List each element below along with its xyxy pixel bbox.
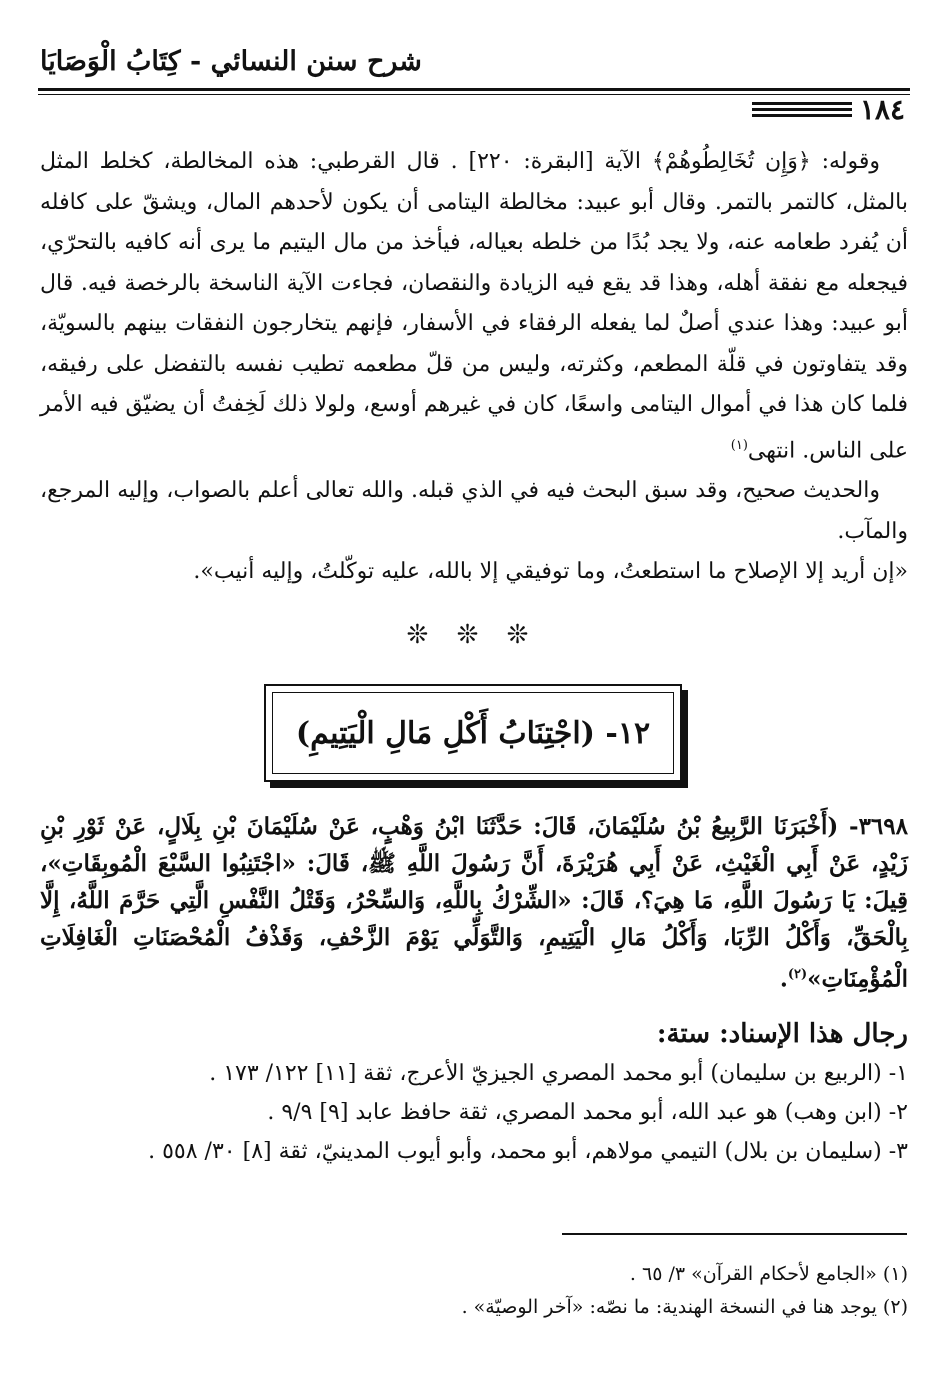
narrators-heading: رجال هذا الإسناد: ستة: — [656, 1019, 908, 1049]
page-number: ١٨٤ — [859, 92, 905, 126]
footnotes — [40, 1258, 908, 1324]
footnote-1: (١) «الجامع لأحكام القرآن» ٣/ ٦٥ . — [629, 1263, 908, 1285]
chapter-title-box — [264, 684, 682, 782]
running-title: شرح سنن النسائي - كِتَابُ الْوَصَايَا — [40, 46, 422, 77]
page-number-ornament — [752, 102, 852, 117]
commentary-paragraph-2 — [40, 471, 908, 552]
narrator-3: ٣- (سليمان بن بلال) التيمي مولاهم، أبو محمد، وأبو أيوب المدينيّ، ثقة [٨] ٣٠/ ٥٥٨ . — [148, 1139, 908, 1164]
narrator-2: ٢- (ابن وهب) هو عبد الله، أبو محمد المصري، ثقة حافظ عابد [٩] ٩/٩ . — [267, 1100, 908, 1125]
footnote-ref-1: (١) — [730, 437, 748, 453]
narrator-1: ١- (الربيع بن سليمان) أبو محمد المصري الجيزيّ الأعرج، ثقة [١١] ١٢٢/ ١٧٣ . — [209, 1061, 908, 1086]
commentary-paragraph-1 — [40, 142, 908, 471]
hadith-text: ٣٦٩٨- (أَخْبَرَنَا الرَّبِيعُ بْنُ سُلَيْمَانَ، قَالَ: حَدَّثَنَا ابْنُ وَهْبٍ، عَنْ سُلَيْمَانَ بْنِ بِلَالٍ، عَنْ ثَوْرِ بْنِ زَيْدٍ، عَنْ أَبِي الْغَيْثِ، عَنْ أَبِي هُرَيْرَةَ، أَنَّ رَسُولَ اللَّهِ ﷺ، قَالَ: «اجْتَنِبُوا السَّبْعَ الْمُوبِقَاتِ»، قِيلَ: يَا رَسُولَ اللَّهِ، مَا هِيَ؟، قَالَ: «الشِّرْكُ بِاللَّهِ، وَالسِّحْرُ، وَقَتْلُ النَّفْسِ الَّتِي حَرَّمَ اللَّهُ، إِلَّا بِالْحَقِّ، وَأَكْلُ الرِّبَا، وَأَكْلُ مَالِ الْيَتِيمِ، وَالتَّوَلِّي يَوْمَ الزَّحْفِ، وَقَذْفُ الْمُحْصَنَاتِ الْغَافِلَاتِ الْمُؤْمِنَاتِ»$^{(٢)}$. — [40, 813, 908, 993]
footnote-rule — [562, 1233, 907, 1235]
hadith-body: ٣٦٩٨- (أَخْبَرَنَا الرَّبِيعُ بْنُ سُلَيْمَانَ، قَالَ: حَدَّثَنَا ابْنُ وَهْبٍ، عَنْ سُلَيْمَانَ بْنِ بِلَالٍ، عَنْ ثَوْرِ بْنِ زَيْدٍ، عَنْ أَبِي الْغَيْثِ، عَنْ أَبِي هُرَيْرَةَ، أَنَّ رَسُولَ اللَّهِ ﷺ، قَالَ: «اجْتَنِبُوا السَّبْعَ الْمُوبِقَاتِ»، قِيلَ: يَا رَسُولَ اللَّهِ، مَا هِيَ؟، قَالَ: «الشِّرْكُ بِاللَّهِ، وَالسِّحْرُ، وَقَتْلُ النَّفْسِ الَّتِي حَرَّمَ اللَّهُ، إِلَّا بِالْحَقِّ، وَأَكْلُ الرِّبَا، وَأَكْلُ مَالِ الْيَتِيمِ، وَالتَّوَلِّي يَوْمَ الزَّحْفِ، وَقَذْفُ الْمُحْصَنَاتِ الْغَافِلَاتِ الْمُؤْمِنَاتِ» — [40, 813, 908, 993]
hadith-block — [40, 808, 908, 998]
commentary-text-1: وقوله: ﴿وَإِن تُخَالِطُوهُمْ﴾ الآية [البقرة: ٢٢٠] . قال القرطبي: هذه المخالطة، كخلط المثل بالمثل، كالتمر بالتمر. وقال أبو عبيد: مخالطة اليتامى أن يكون لأحدهم المال، ويشقّ على كافله أن يُفرد طعامه عنه، ولا يجد بُدًا من خلطه بعياله، فيأخذ من مال اليتيم ما يرى أنه كافيه بالتحرّي، فيجعله مع نفقة أهله، وهذا قد يقع فيه الزيادة والنقصان، فجاءت الآية الناسخة بالرخصة فيه. قال أبو عبيد: وهذا عندي أصلٌ لما يفعله الرفقاء في الأسفار، فإنهم يتخارجون النفقات بينهم بالسويّة، وقد يتفاوتون في قلّة المطعم، وكثرته، وليس من قلّ مطعمه تطيب نفسه بالتفضل على رفيقه، فلما كان هذا في أموال اليتامى واسعًا، كان في غيرهم أوسع، ولولا ذلك لَخِفتُ أن يضيّق فيه الأمر على الناس. انتهى — [39, 149, 908, 463]
closing-supplication — [40, 552, 908, 593]
footnote-2: (٢) يوجد هنا في النسخة الهندية: ما نصّه: «آخر الوصيّة» . — [461, 1296, 908, 1318]
section-separator: ❊ ❊ ❊ — [406, 620, 539, 650]
chapter-title: ١٢- (اجْتِنَابُ أَكْلِ مَالِ الْيَتِيمِ) — [295, 715, 651, 751]
commentary — [40, 142, 908, 593]
footnote-ref-2: (٢) — [787, 967, 808, 982]
commentary-text-3: «إن أريد إلا الإصلاح ما استطعتُ، وما توفيقي إلا بالله، عليه توكّلتُ، وإليه أنيب». — [193, 559, 908, 585]
page-number-block — [705, 88, 905, 130]
narrators-section — [40, 1014, 908, 1171]
commentary-text-2: والحديث صحيح، وقد سبق البحث فيه في الذي قبله. والله تعالى أعلم بالصواب، وإليه المرجع، والمآب. — [40, 478, 908, 544]
